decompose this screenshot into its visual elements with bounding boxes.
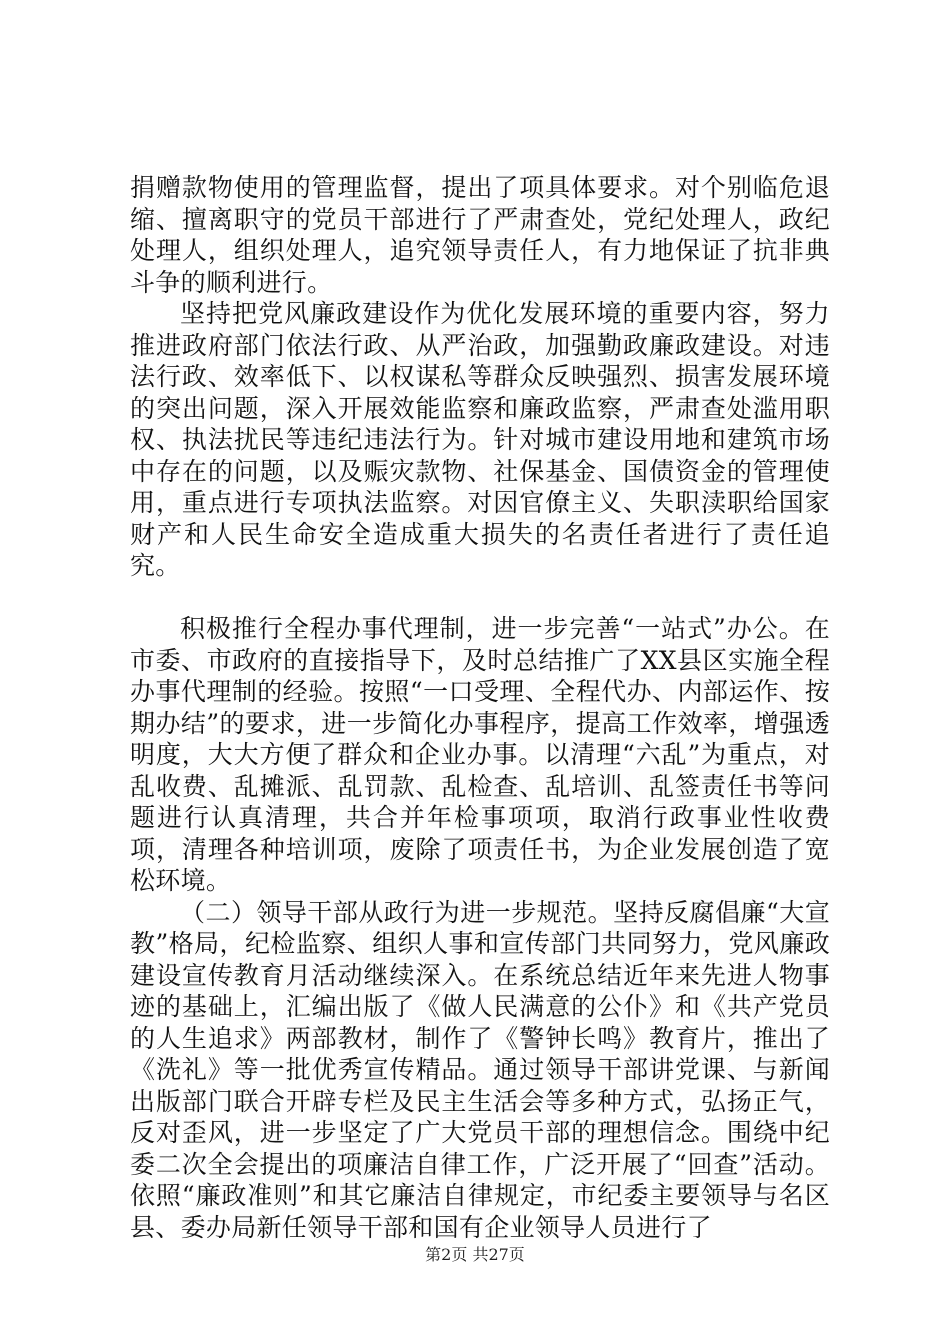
paragraph-continuation: 捐赠款物使用的管理监督，提出了项具体要求。对个别临危退缩、擅离职守的党员干部进行了严肃查处，党纪处理人，政纪处理人，组织处理人，追究领导责任人，有力地保证了抗非典斗争的顺利进行。 bbox=[130, 173, 830, 297]
paragraph-leadership-conduct: （二）领导干部从政行为进一步规范。坚持反腐倡廉“大宣教”格局，纪检监察、组织人事和宣传部门共同努力，党风廉政建设宣传教育月活动继续深入。在系统总结近年来先进人物事迹的基础上，汇编出版了《做人民满意的公仆》和《共产党员的人生追求》两部教材，制作了《警钟长鸣》教育片，推出了《洗礼》等一批优秀宣传精品。通过领导干部讲党课、与新闻出版部门联合开辟专栏及民主生活会等多种方式，弘扬正气，反对歪风，进一步坚定了广大党员干部的理想信念。围绕中纪委二次全会提出的项廉洁自律工作，广泛开展了“回查”活动。依照“廉政准则”和其它廉洁自律规定，市纪委主要领导与名区县、委办局新任领导干部和国有企业领导人员进行了 bbox=[130, 897, 830, 1242]
document-body bbox=[130, 172, 830, 1243]
page-number-footer: 第2页 共27页 bbox=[425, 1245, 525, 1264]
paragraph-integrity-building: 坚持把党风廉政建设作为优化发展环境的重要内容，努力推进政府部门依法行政、从严治政，加强勤政廉政建设。对违法行政、效率低下、以权谋私等群众反映强烈、损害发展环境的突出问题，深入开展效能监察和廉政监察，严肃查处滥用职权、执法扰民等违纪违法行为。针对城市建设用地和建筑市场中存在的问题，以及赈灾款物、社保基金、国债资金的管理使用，重点进行专项执法监察。对因官僚主义、失职渎职给国家财产和人民生命安全造成重大损失的名责任者进行了责任追究。 bbox=[130, 299, 830, 580]
paragraph-one-stop-service: 积极推行全程办事代理制，进一步完善“一站式”办公。在市委、市政府的直接指导下，及时总结推广了XX县区实施全程办事代理制的经验。按照“一口受理、全程代办、内部运作、按期办结”的要求，进一步简化办事程序，提高工作效率，增强透明度，大大方便了群众和企业办事。以清理“六乱”为重点，对乱收费、乱摊派、乱罚款、乱检查、乱培训、乱签责任书等问题进行认真清理，共合并年检事项项，取消行政事业性收费项，清理各种培训项，废除了项责任书，为企业发展创造了宽松环境。 bbox=[130, 614, 830, 895]
